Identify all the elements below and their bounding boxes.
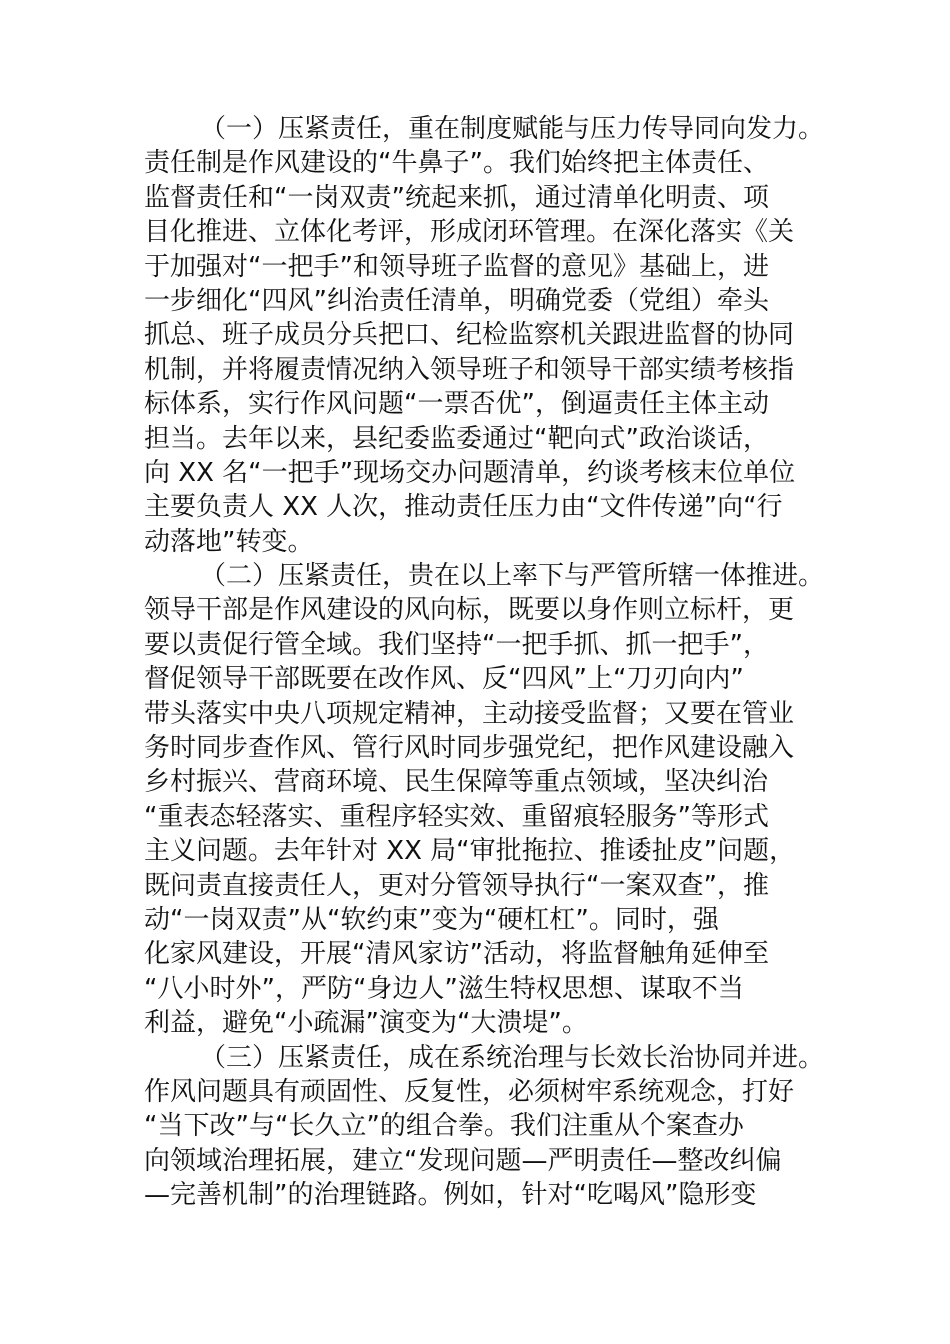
text-line: 带头落实中央八项规定精神，主动接受监督；又要在管业 xyxy=(144,698,795,729)
text-line: 化家风建设，开展“清风家访”活动，将监督触角延伸至 xyxy=(144,939,769,970)
text-line: “重表态轻落实、重程序轻实效、重留痕轻服务”等形式 xyxy=(144,801,769,832)
text-line: 于加强对“一把手”和领导班子监督的意见》基础上，进 xyxy=(144,251,769,282)
text-line: 动“一岗双责”从“软约束”变为“硬杠杠”。同时，强 xyxy=(144,904,719,935)
paragraph-first-line: （一）压紧责任，重在制度赋能与压力传导同向发力。 xyxy=(200,114,825,144)
text-line: 督促领导干部既要在改作风、反“四风”上“刀刃向内” xyxy=(144,664,744,695)
text-line: 主义问题。去年针对 XX 局“审批拖拉、推诿扯皮”问题， xyxy=(144,836,796,867)
text-line: 主要负责人 XX 人次，推动责任压力由“文件传递”向“行 xyxy=(144,492,783,523)
text-line: 目化推进、立体化考评，形成闭环管理。在深化落实《关 xyxy=(144,217,795,248)
text-line: 一步细化“四风”纠治责任清单，明确党委（党组）牵头 xyxy=(144,285,769,316)
text-line: “当下改”与“长久立”的组合拳。我们注重从个案查办 xyxy=(144,1111,744,1142)
text-line: 监督责任和“一岗双责”统起来抓，通过清单化明责、项 xyxy=(144,182,769,213)
text-line: 向 XX 名“一把手”现场交办问题清单，约谈考核末位单位 xyxy=(144,457,796,488)
text-line: 作风问题具有顽固性、反复性，必须树牢系统观念，打好 xyxy=(144,1076,795,1107)
text-line: 乡村振兴、营商环境、民生保障等重点领域，坚决纠治 xyxy=(144,767,769,798)
paragraph-first-line: （三）压紧责任，成在系统治理与长效长治协同并进。 xyxy=(200,1042,825,1073)
text-line: 动落地”转变。 xyxy=(144,526,314,557)
text-line: 要以责促行管全域。我们坚持“一把手抓、抓一把手”， xyxy=(144,629,769,660)
text-line: 标体系，实行作风问题“一票否优”，倒逼责任主体主动 xyxy=(144,389,769,420)
text-line: 务时同步查作风、管行风时同步强党纪，把作风建设融入 xyxy=(144,733,795,764)
text-line: 机制，并将履责情况纳入领导班子和领导干部实绩考核指 xyxy=(144,354,795,385)
document-body xyxy=(144,112,834,1213)
text-line: 利益，避免“小疏漏”演变为“大溃堤”。 xyxy=(144,1008,588,1039)
text-line: 责任制是作风建设的“牛鼻子”。我们始终把主体责任、 xyxy=(144,148,769,179)
text-line: 担当。去年以来，县纪委监委通过“靶向式”政治谈话， xyxy=(144,423,769,454)
text-line: 向领域治理拓展，建立“发现问题—严明责任—整改纠偏 xyxy=(144,1145,782,1176)
text-line: 领导干部是作风建设的风向标，既要以身作则立标杆，更 xyxy=(144,595,795,626)
text-line: 抓总、班子成员分兵把口、纪检监察机关跟进监督的协同 xyxy=(144,320,795,351)
text-line: 既问责直接责任人，更对分管领导执行“一案双查”，推 xyxy=(144,870,769,901)
paragraph-first-line: （二）压紧责任，贵在以上率下与严管所辖一体推进。 xyxy=(200,561,825,592)
text-line: —完善机制”的治理链路。例如，针对“吃喝风”隐形变 xyxy=(144,1180,757,1211)
text-line: “八小时外”，严防“身边人”滋生特权思想、谋取不当 xyxy=(144,973,744,1004)
